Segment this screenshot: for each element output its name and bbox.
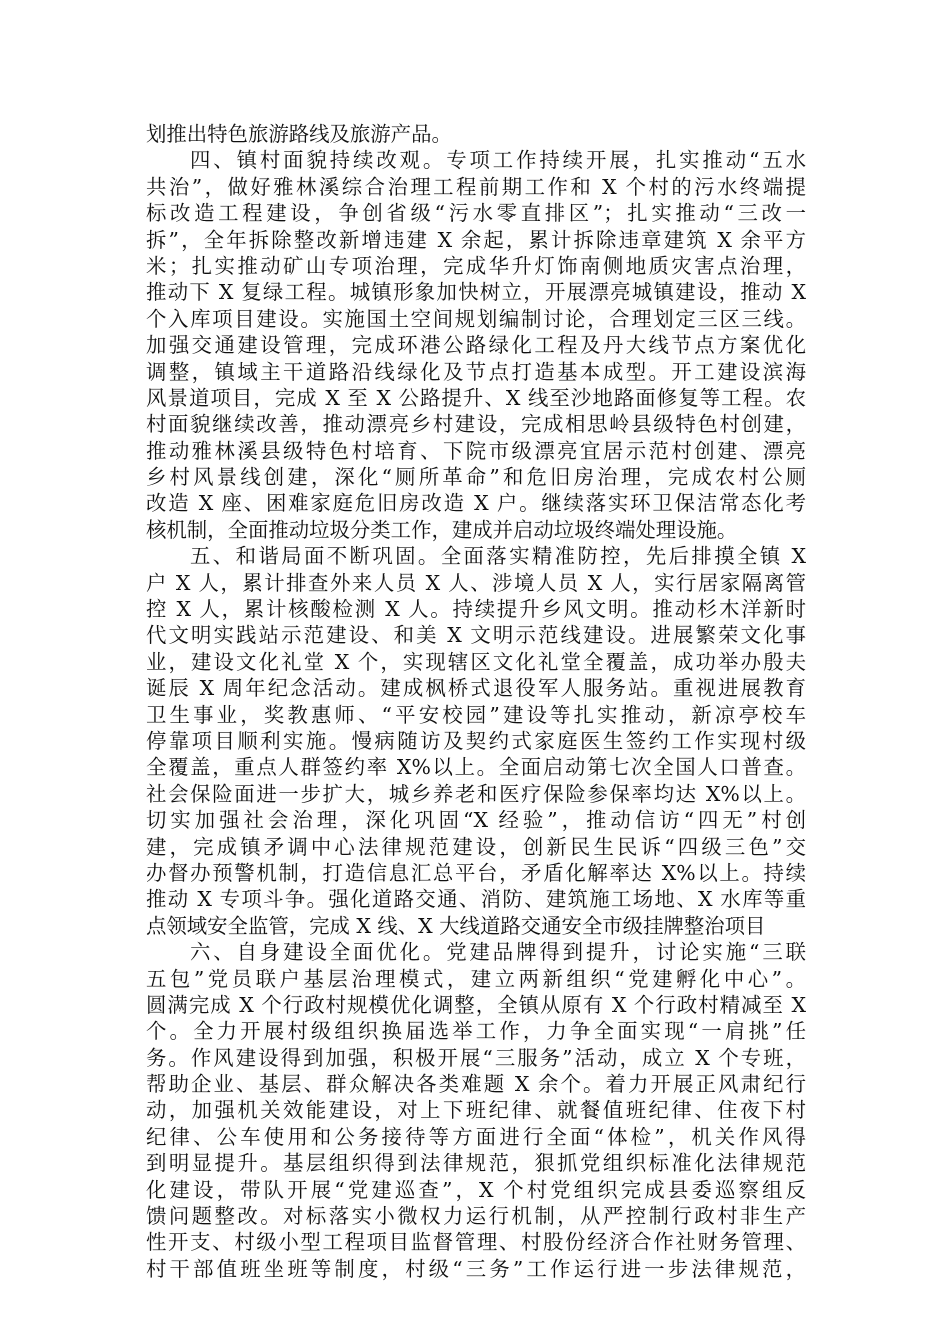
text-line: 馈问题整改。对标落实小微权力运行机制，从严控制行政村非生产 [146, 1204, 806, 1229]
text-line: 务。作风建设得到加强，积极开展“三服务”活动，成立 X 个专班， [146, 1045, 806, 1070]
text-line: 停靠项目顺利实施。慢病随访及契约式家庭医生签约工作实现村级 [146, 728, 806, 753]
text-line: 诞辰 X 周年纪念活动。建成枫桥式退役军人服务站。重视进展教育 [146, 676, 806, 701]
text-line: 标改造工程建设，争创省级“污水零直排区”；扎实推动“三改一 [146, 201, 806, 226]
text-line: 乡村风景线创建，深化“厕所革命”和危旧房治理，完成农村公厕 [146, 465, 806, 490]
text-line: 推动下 X 复绿工程。城镇形象加快树立，开展漂亮城镇建设，推动 X [146, 280, 806, 305]
text-line: 卫生事业，奖教惠师、“平安校园”建设等扎实推动，新凉亭校车 [146, 702, 806, 727]
text-line: 圆满完成 X 个行政村规模优化调整，全镇从原有 X 个行政村精减至 X [146, 992, 806, 1017]
text-line: 代文明实践站示范建设、和美 X 文明示范线建设。进展繁荣文化事 [146, 623, 806, 648]
text-line: 拆”，全年拆除整改新增违建 X 余起，累计拆除违章建筑 X 余平方 [146, 227, 806, 252]
text-line: 改造 X 座、困难家庭危旧房改造 X 户。继续落实环卫保洁常态化考 [146, 491, 806, 516]
text-line: 个入库项目建设。实施国土空间规划编制讨论，合理划定三区三线。 [146, 306, 806, 331]
text-line: 点领域安全监管，完成 X 线、X 大线道路交通安全市级挂牌整治项目 [146, 913, 766, 938]
text-line: 个。全力开展村级组织换届选举工作，力争全面实现“一肩挑”任 [146, 1019, 806, 1044]
document-body [146, 121, 806, 1282]
section-heading-line: 六、自身建设全面优化。党建品牌得到提升，讨论实施“三联 [190, 940, 806, 965]
text-line: 共治”，做好雅林溪综合治理工程前期工作和 X 个村的污水终端提 [146, 174, 806, 199]
text-line: 推动 X 专项斗争。强化道路交通、消防、建筑施工场地、X 水库等重 [146, 887, 806, 912]
text-line: 风景道项目，完成 X 至 X 公路提升、X 线至沙地路面修复等工程。农 [146, 385, 806, 410]
text-line: 加强交通建设管理，完成环港公路绿化工程及丹大线节点方案优化 [146, 333, 806, 358]
text-line: 推动雅林溪县级特色村培育、下院市级漂亮宜居示范村创建、漂亮 [146, 438, 806, 463]
text-line: 办督办预警机制，打造信息汇总平台，矛盾化解率达 X%以上。持续 [146, 860, 806, 885]
text-line: 业，建设文化礼堂 X 个，实现辖区文化礼堂全覆盖，成功举办殷夫 [146, 649, 806, 674]
section-heading-line: 五、和谐局面不断巩固。全面落实精准防控，先后排摸全镇 X [190, 544, 806, 569]
text-line: 动，加强机关效能建设，对上下班纪律、就餐值班纪律、住夜下村 [146, 1098, 806, 1123]
text-line: 帮助企业、基层、群众解决各类难题 X 余个。着力开展正风肃纪行 [146, 1072, 806, 1097]
text-line: 村干部值班坐班等制度，村级“三务”工作运行进一步法律规范， [146, 1256, 806, 1281]
text-line: 米；扎实推动矿山专项治理，完成华升灯饰南侧地质灾害点治理， [146, 253, 806, 278]
text-line: 性开支、村级小型工程项目监督管理、村股份经济合作社财务管理、 [146, 1230, 806, 1255]
text-line: 纪律、公车使用和公务接待等方面进行全面“体检”，机关作风得 [146, 1124, 806, 1149]
text-line: 五包”党员联户基层治理模式，建立两新组织“党建孵化中心”。 [146, 966, 806, 991]
text-line: 切实加强社会治理，深化巩固“X 经验”，推动信访“四无”村创 [146, 808, 806, 833]
text-line: 划推出特色旅游路线及旅游产品。 [146, 122, 452, 146]
section-heading-line: 四、镇村面貌持续改观。专项工作持续开展，扎实推动“五水 [190, 148, 806, 173]
text-line: 控 X 人，累计核酸检测 X 人。持续提升乡风文明。推动杉木洋新时 [146, 597, 806, 622]
text-line: 村面貌继续改善，推动漂亮乡村建设，完成相思岭县级特色村创建， [146, 412, 806, 437]
text-line: 全覆盖，重点人群签约率 X%以上。全面启动第七次全国人口普查。 [146, 755, 806, 780]
text-line: 建，完成镇矛调中心法律规范建设，创新民生民诉“四级三色”交 [146, 834, 806, 859]
text-line: 调整，镇域主干道路沿线绿化及节点打造基本成型。开工建设滨海 [146, 359, 806, 384]
text-line: 到明显提升。基层组织得到法律规范，狠抓党组织标准化法律规范 [146, 1151, 806, 1176]
text-line: 社会保险面进一步扩大，城乡养老和医疗保险参保率均达 X%以上。 [146, 781, 806, 806]
text-line: 户 X 人，累计排查外来人员 X 人、涉境人员 X 人，实行居家隔离管 [146, 570, 806, 595]
text-line: 核机制，全面推动垃圾分类工作，建成并启动垃圾终端处理设施。 [146, 517, 738, 542]
text-line: 化建设，带队开展“党建巡查”，X 个村党组织完成县委巡察组反 [146, 1177, 806, 1202]
